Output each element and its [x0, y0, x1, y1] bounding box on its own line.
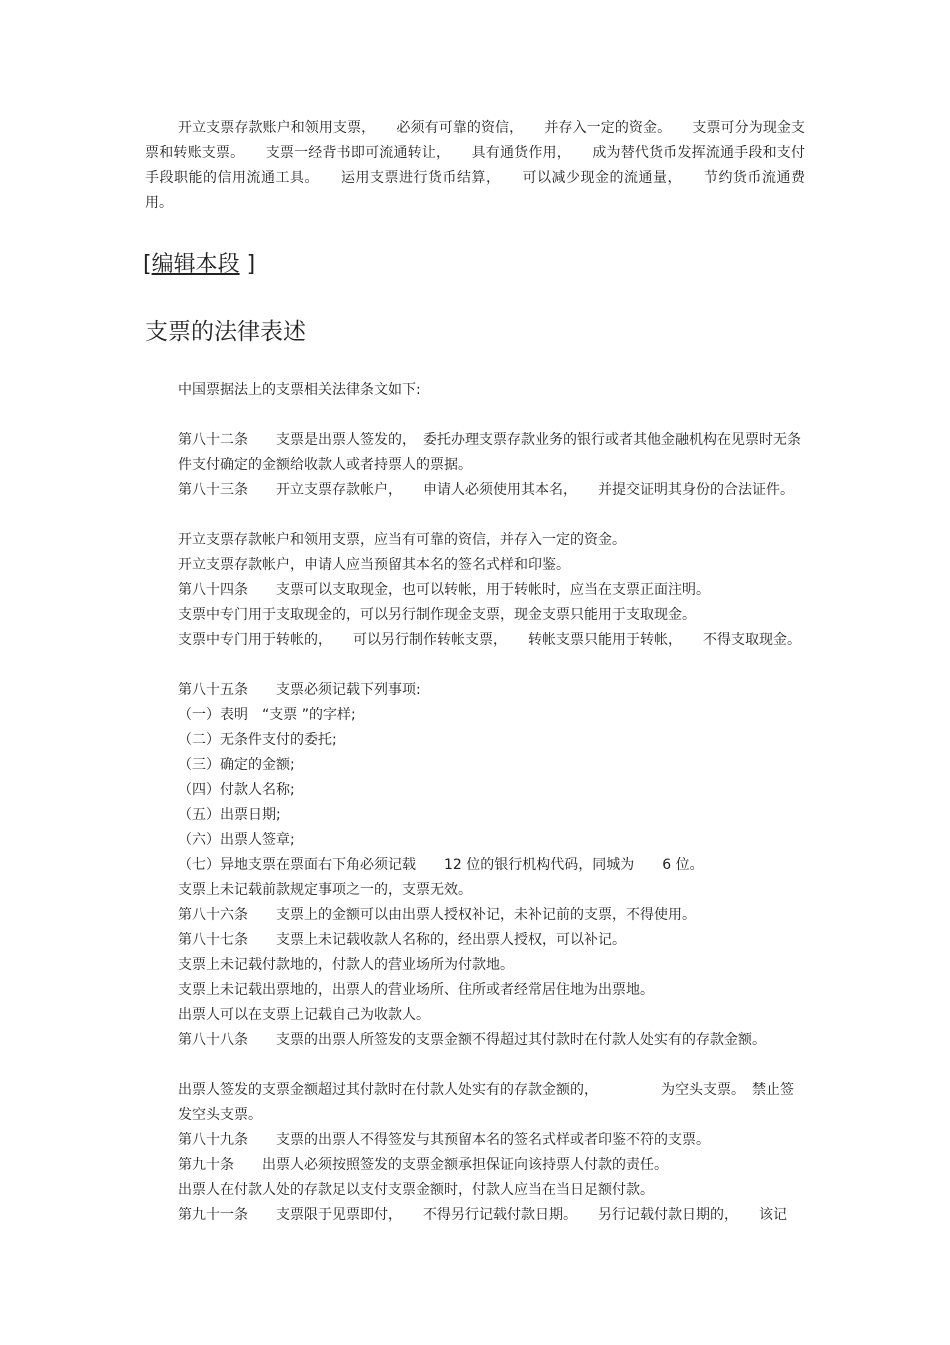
article-87-p3: 支票上未记载出票地的，出票人的营业场所、住所或者经常居住地为出票地。 — [178, 982, 654, 998]
article-85: 第八十五条 支票必须记载下列事项: — [178, 682, 421, 698]
section-heading: 支票的法律表述 — [145, 319, 306, 345]
article-90: 第九十条 出票人必须按照签发的支票金额承担保证向该持票人付款的责任。 — [178, 1157, 668, 1173]
article-84: 第八十四条 支票可以支取现金，也可以转帐，用于转帐时，应当在支票正面注明。 — [178, 582, 710, 598]
article-85-item-6: （六）出票人签章; — [178, 832, 295, 848]
article-87: 第八十七条 支票上未记载收款人名称的，经出票人授权，可以补记。 — [178, 932, 626, 948]
article-87-p4: 出票人可以在支票上记载自己为收款人。 — [178, 1007, 430, 1023]
article-89: 第八十九条 支票的出票人不得签发与其预留本名的签名式样或者印鉴不符的支票。 — [178, 1132, 710, 1148]
article-85-item-5: （五）出票日期; — [178, 807, 281, 823]
article-85-item-4: （四）付款人名称; — [178, 782, 295, 798]
article-85-item-3: （三）确定的金额; — [178, 757, 295, 773]
article-83-p3: 开立支票存款帐户，申请人应当预留其本名的签名式样和印鉴。 — [178, 557, 570, 573]
edit-section-link[interactable] — [143, 249, 255, 281]
article-84-p3: 支票中专门用于转帐的， 可以另行制作转帐支票， 转帐支票只能用于转帐， 不得支取现金。 — [178, 632, 801, 648]
edit-bracket-close: ] — [239, 252, 256, 277]
article-85-p2: 支票上未记载前款规定事项之一的，支票无效。 — [178, 882, 472, 898]
intro-paragraph: 开立支票存款账户和领用支票， 必须有可靠的资信， 并存入一定的资金。 支票可分为现金支票和转账支票。 支票一经背书即可流通转让， 具有通货作用， 成为替代货币发挥流通手段和支付手段职能的信用流通工具。 运用支票进行货币结算， 可以减少现金的流通量， 节约货币流通费用。 — [145, 120, 805, 211]
lead-text: 中国票据法上的支票相关法律条文如下: — [178, 382, 421, 398]
edit-bracket-open: [ — [143, 252, 152, 277]
article-85-item-2: （二）无条件支付的委托; — [178, 732, 337, 748]
article-91: 第九十一条 支票限于见票即付， 不得另行记载付款日期。 另行记载付款日期的， 该记 — [178, 1207, 787, 1223]
article-84-p2: 支票中专门用于支取现金的，可以另行制作现金支票，现金支票只能用于支取现金。 — [178, 607, 696, 623]
edit-section-label[interactable]: 编辑本段 — [151, 252, 240, 277]
article-88-p2: 出票人签发的支票金额超过其付款时在付款人处实有的存款金额的， 为空头支票。 禁止签发空头支票。 — [178, 1082, 794, 1123]
article-85-item-1: （一）表明 “支票 ”的字样; — [178, 707, 356, 723]
article-87-p2: 支票上未记载付款地的，付款人的营业场所为付款地。 — [178, 957, 514, 973]
article-83: 第八十三条 开立支票存款帐户， 申请人必须使用其本名， 并提交证明其身份的合法证件。 — [178, 482, 794, 498]
article-85-item-7: （七）异地支票在票面右下角必须记载 12 位的银行机构代码，同城为 6 位。 — [178, 857, 704, 873]
article-83-p2: 开立支票存款帐户和领用支票，应当有可靠的资信，并存入一定的资金。 — [178, 532, 626, 548]
article-90-p2: 出票人在付款人处的存款足以支付支票金额时，付款人应当在当日足额付款。 — [178, 1182, 654, 1198]
article-88: 第八十八条 支票的出票人所签发的支票金额不得超过其付款时在付款人处实有的存款金额。 — [178, 1032, 766, 1048]
article-82: 第八十二条 支票是出票人签发的， 委托办理支票存款业务的银行或者其他金融机构在见票时无条件支付确定的金额给收款人或者持票人的票据。 — [178, 432, 801, 473]
article-86: 第八十六条 支票上的金额可以由出票人授权补记，未补记前的支票，不得使用。 — [178, 907, 696, 923]
